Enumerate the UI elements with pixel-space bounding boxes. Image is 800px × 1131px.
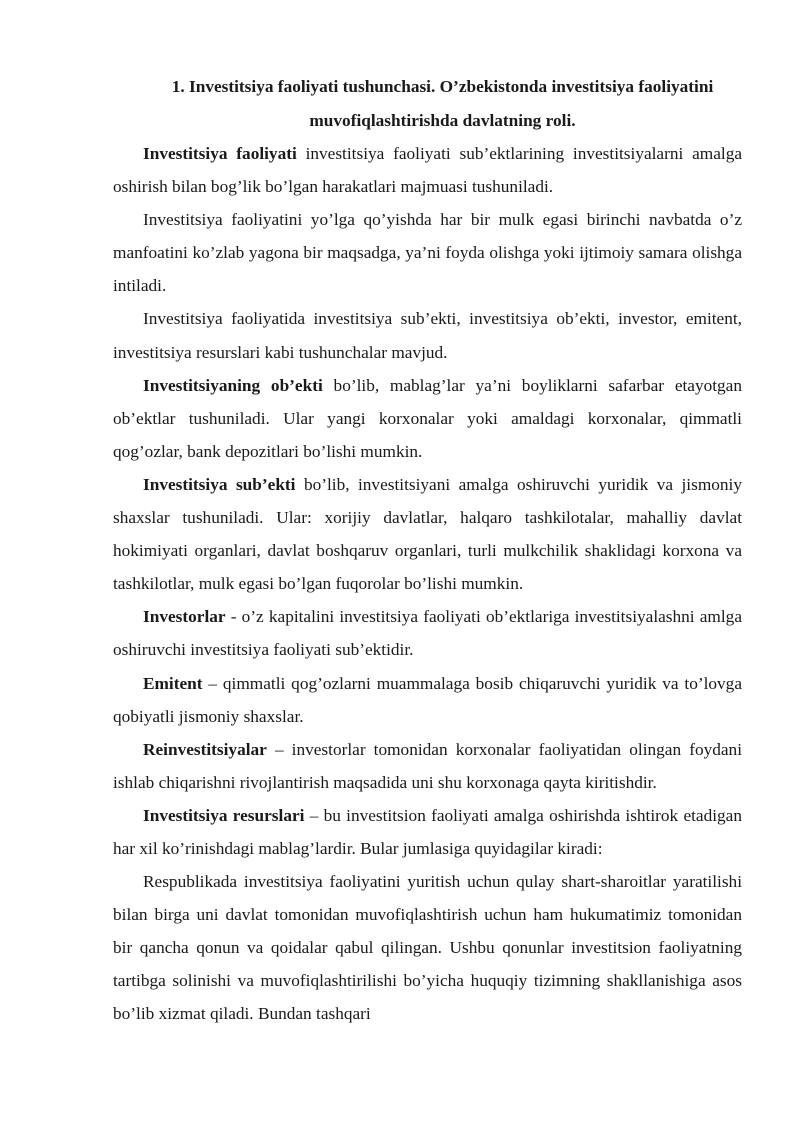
- paragraph-text: bo’lib, investitsiyani amalga oshiruvchi yuridik va jismoniy shaxslar tushuniladi. Ular: xorijiy davlatlar, halqaro tashkilotalar, mahalliy davlat hokimiyati organlari, davlat boshqaruv organlari, turli mulkchilik shaklidagi korxona va tashkilotlar, mulk egasi bo’lgan fuqorolar bo’lishi mumkin.: [113, 474, 742, 594]
- term: Investitsiyaning ob’ekti: [143, 375, 323, 395]
- paragraph-reinvestitsiyalar: [113, 733, 742, 799]
- paragraph-investitsiya-subekti: [113, 468, 742, 600]
- paragraph-text: Investitsiya faoliyatini yo’lga qo’yishda har bir mulk egasi birinchi navbatda o’z manfoatini ko’zlab yagona bir maqsadga, ya’ni foyda olishga yoki ijtimoiy samara olishga intiladi.: [113, 210, 742, 296]
- term: Investitsiya resurslari: [143, 805, 305, 825]
- paragraph-text: Investitsiya faoliyatida investitsiya sub’ekti, investitsiya ob’ekti, investor, emitent, investitsiya resurslari kabi tushunchalar mavjud.: [113, 309, 742, 362]
- paragraph-text: – investorlar tomonidan korxonalar faoliyatidan olingan foydani ishlab chiqarishni rivojlantirish maqsadida uni shu korxonaga qayta kiritishdir.: [113, 739, 742, 792]
- paragraph-tushunchalar: [113, 302, 742, 368]
- section-heading: 1. Investitsiya faoliyati tushunchasi. O’zbekistonda investitsiya faoliyatini muvofiqlashtirishda davlatning roli.: [171, 77, 714, 130]
- paragraph-investitsiya-resurslari: [113, 799, 742, 865]
- document-page: [113, 70, 742, 1031]
- paragraph-mulk-egasi: [113, 203, 742, 302]
- paragraph-investorlar: [113, 600, 742, 666]
- paragraph-text: investitsiya faoliyati sub’ektlarining investitsiyalarni amalga oshirish bilan bog’lik bo’lgan harakatlari majmuasi tushuniladi.: [113, 144, 742, 197]
- paragraph-emitent: [113, 667, 742, 733]
- paragraph-text: – bu investitsion faoliyati amalga oshirishda ishtirok etadigan har xil ko’rinishdagi mablag’lardir. Bular jumlasiga quyidagilar kiradi:: [113, 805, 742, 858]
- paragraph-respublikada: [113, 865, 742, 1030]
- paragraph-text: - o’z kapitalini investitsiya faoliyati ob’ektlariga investitsiyalashni amlga oshiruvchi investitsiya faoliyati sub’ektidir.: [113, 607, 742, 660]
- term: Investorlar: [143, 607, 226, 627]
- paragraph-text: bo’lib, mablag’lar ya’ni boyliklarni safarbar etayotgan ob’ektlar tushuniladi. Ular yangi korxonalar yoki amaldagi korxonalar, qimmatli qog’ozlar, bank depozitlari bo’lishi mumkin.: [113, 375, 742, 461]
- paragraph-investitsiyaning-obekti: [113, 369, 742, 468]
- paragraph-investitsiya-faoliyati: [113, 137, 742, 203]
- term: Investitsiya sub’ekti: [143, 474, 296, 494]
- term: Investitsiya faoliyati: [143, 144, 297, 163]
- term: Emitent: [143, 673, 203, 693]
- paragraph-text: – qimmatli qog’ozlarni muammalaga bosib chiqaruvchi yuridik va to’lovga qobiyatli jismoniy shaxslar.: [113, 673, 742, 726]
- term: Reinvestitsiyalar: [143, 739, 267, 759]
- paragraph-text: Respublikada investitsiya faoliyatini yuritish uchun qulay shart-sharoitlar yaratilishi bilan birga uni davlat tomonidan muvofiqlashtirish uchun ham hukumatimiz tomonidan bir qancha qonun va qoidalar qabul qilingan. Ushbu qonunlar investitsion faoliyatning tartibga solinishi va muvofiqlashtirilishi bo’yicha huquqiy tizimning shakllanishiga asos bo’lib xizmat qiladi. Bundan tashqari: [113, 872, 742, 1024]
